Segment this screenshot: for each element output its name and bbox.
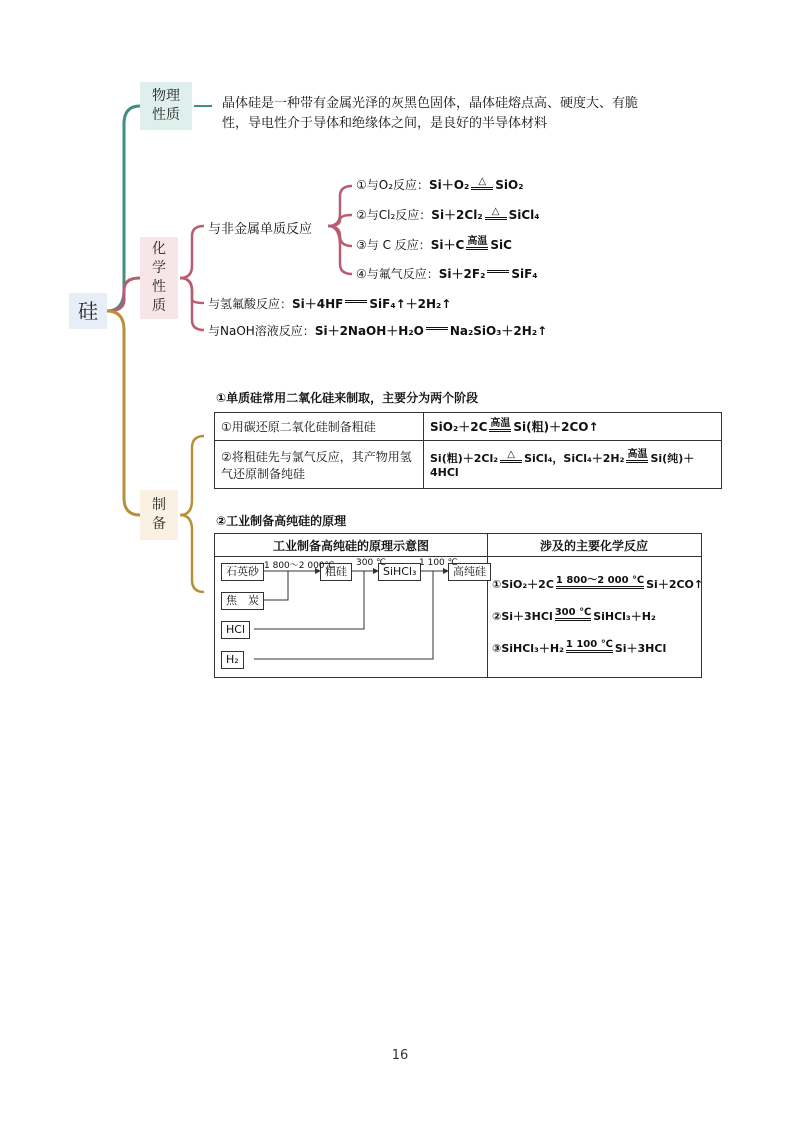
prep-label-char: 备 (152, 516, 166, 532)
reaction-left: Si＋4HF (292, 297, 344, 311)
reaction-naoh (208, 322, 547, 339)
arrow-label-2: 300 ℃ (356, 558, 387, 568)
chem-label-char: 性 (152, 279, 166, 295)
reaction-prefix: ①与O₂反应： (356, 178, 430, 192)
reaction-condition: △ (485, 206, 507, 220)
reaction-left: Si＋2Cl₂ (431, 208, 483, 222)
reaction-left: Si＋C (430, 238, 465, 252)
reaction-condition: △ (471, 176, 493, 190)
nonmetal-reaction-label: 与非金属单质反应 (208, 222, 313, 237)
stage2-desc: ②将粗硅先与氯气反应，其产物用氢 气还原制备纯硅 (215, 441, 424, 489)
industrial-reaction-2: ②Si＋3HCl 300 ℃ SiHCl₃＋H₂ (492, 607, 656, 623)
box-coke: 焦 炭 (221, 592, 264, 610)
reaction-right: SiF₄ (511, 267, 538, 281)
stage1-equation: SiO₂＋2C 高温 Si(粗)＋2CO↑ (424, 413, 722, 441)
box-sihcl3: SiHCl₃ (378, 563, 421, 581)
reaction-right: SiF₄↑＋2H₂↑ (369, 297, 452, 311)
stage1-desc: ①用碳还原二氧化硅制备粗硅 (215, 413, 424, 441)
reaction-prefix: ②与Cl₂反应： (356, 208, 432, 222)
chem-label-char: 质 (152, 298, 166, 314)
reaction-condition (345, 300, 367, 303)
reaction-right: Na₂SiO₃＋2H₂↑ (449, 324, 548, 338)
box-pure-si: 高纯硅 (448, 563, 491, 581)
box-crude-si: 粗硅 (320, 563, 352, 581)
reaction-hf (208, 295, 451, 312)
reaction-right: SiCl₄ (508, 208, 540, 222)
physical-properties-node (140, 82, 192, 130)
root-node: 硅 (69, 293, 107, 329)
chem-label-char: 化 (152, 241, 166, 257)
reaction-condition (487, 270, 509, 273)
reaction-condition: 高温 (466, 236, 488, 250)
reactions-header: 涉及的主要化学反应 (539, 539, 648, 553)
diagram-header: 工业制备高纯硅的原理示意图 (272, 539, 429, 553)
industrial-reaction-3: ③SiHCl₃＋H₂ 1 100 ℃ Si＋3HCl (492, 639, 667, 655)
box-quartz: 石英砂 (221, 563, 264, 581)
reaction-prefix: 与NaOH溶液反应： (208, 324, 315, 338)
section2-title: ②工业制备高纯硅的原理 (216, 514, 347, 528)
reaction-f2 (356, 265, 538, 282)
reaction-prefix: ③与 C 反应： (356, 238, 431, 252)
page-number: 16 (391, 1048, 409, 1063)
box-h2: H₂ (221, 651, 244, 669)
reaction-right: SiC (490, 238, 512, 252)
reaction-c (356, 236, 512, 253)
reaction-left: Si＋2NaOH＋H₂O (314, 324, 424, 338)
chem-label-char: 学 (152, 260, 166, 276)
stage2-equation: Si(粗)＋2Cl₂ △ SiCl₄，SiCl₄＋2H₂ 高温 Si(纯)＋4HCl (424, 441, 722, 489)
reaction-right: SiO₂ (495, 178, 524, 192)
two-stage-table (214, 412, 722, 489)
prep-label-char: 制 (152, 497, 166, 513)
chemical-properties-node (140, 237, 178, 319)
preparation-node (140, 490, 178, 540)
box-hcl: HCl (221, 621, 250, 639)
physical-properties-text: 晶体硅是一种带有金属光泽的灰黑色固体，晶体硅熔点高、硬度大、有脆性，导电性介于导体和绝缘体之间，是良好的半导体材料 (222, 96, 639, 131)
physical-label-line2: 性质 (152, 107, 180, 123)
arrow-label-3: 1 100 ℃ (419, 558, 458, 568)
arrow-label-1: 1 800～2 000℃ (264, 561, 335, 571)
section1-title: ①单质硅常用二氧化硅来制取，主要分为两个阶段 (216, 391, 479, 405)
reaction-left: Si＋O₂ (429, 178, 470, 192)
reaction-cl2 (356, 206, 540, 223)
physical-label-line1: 物理 (152, 88, 180, 104)
reaction-left: Si＋2F₂ (438, 267, 486, 281)
reaction-o2 (356, 176, 523, 193)
reaction-prefix: 与氢氟酸反应： (208, 297, 293, 311)
industrial-reaction-1: ①SiO₂＋2C 1 800～2 000 ℃ Si＋2CO↑ (492, 575, 704, 591)
reaction-condition (426, 327, 448, 330)
reaction-prefix: ④与氟气反应： (356, 267, 439, 281)
